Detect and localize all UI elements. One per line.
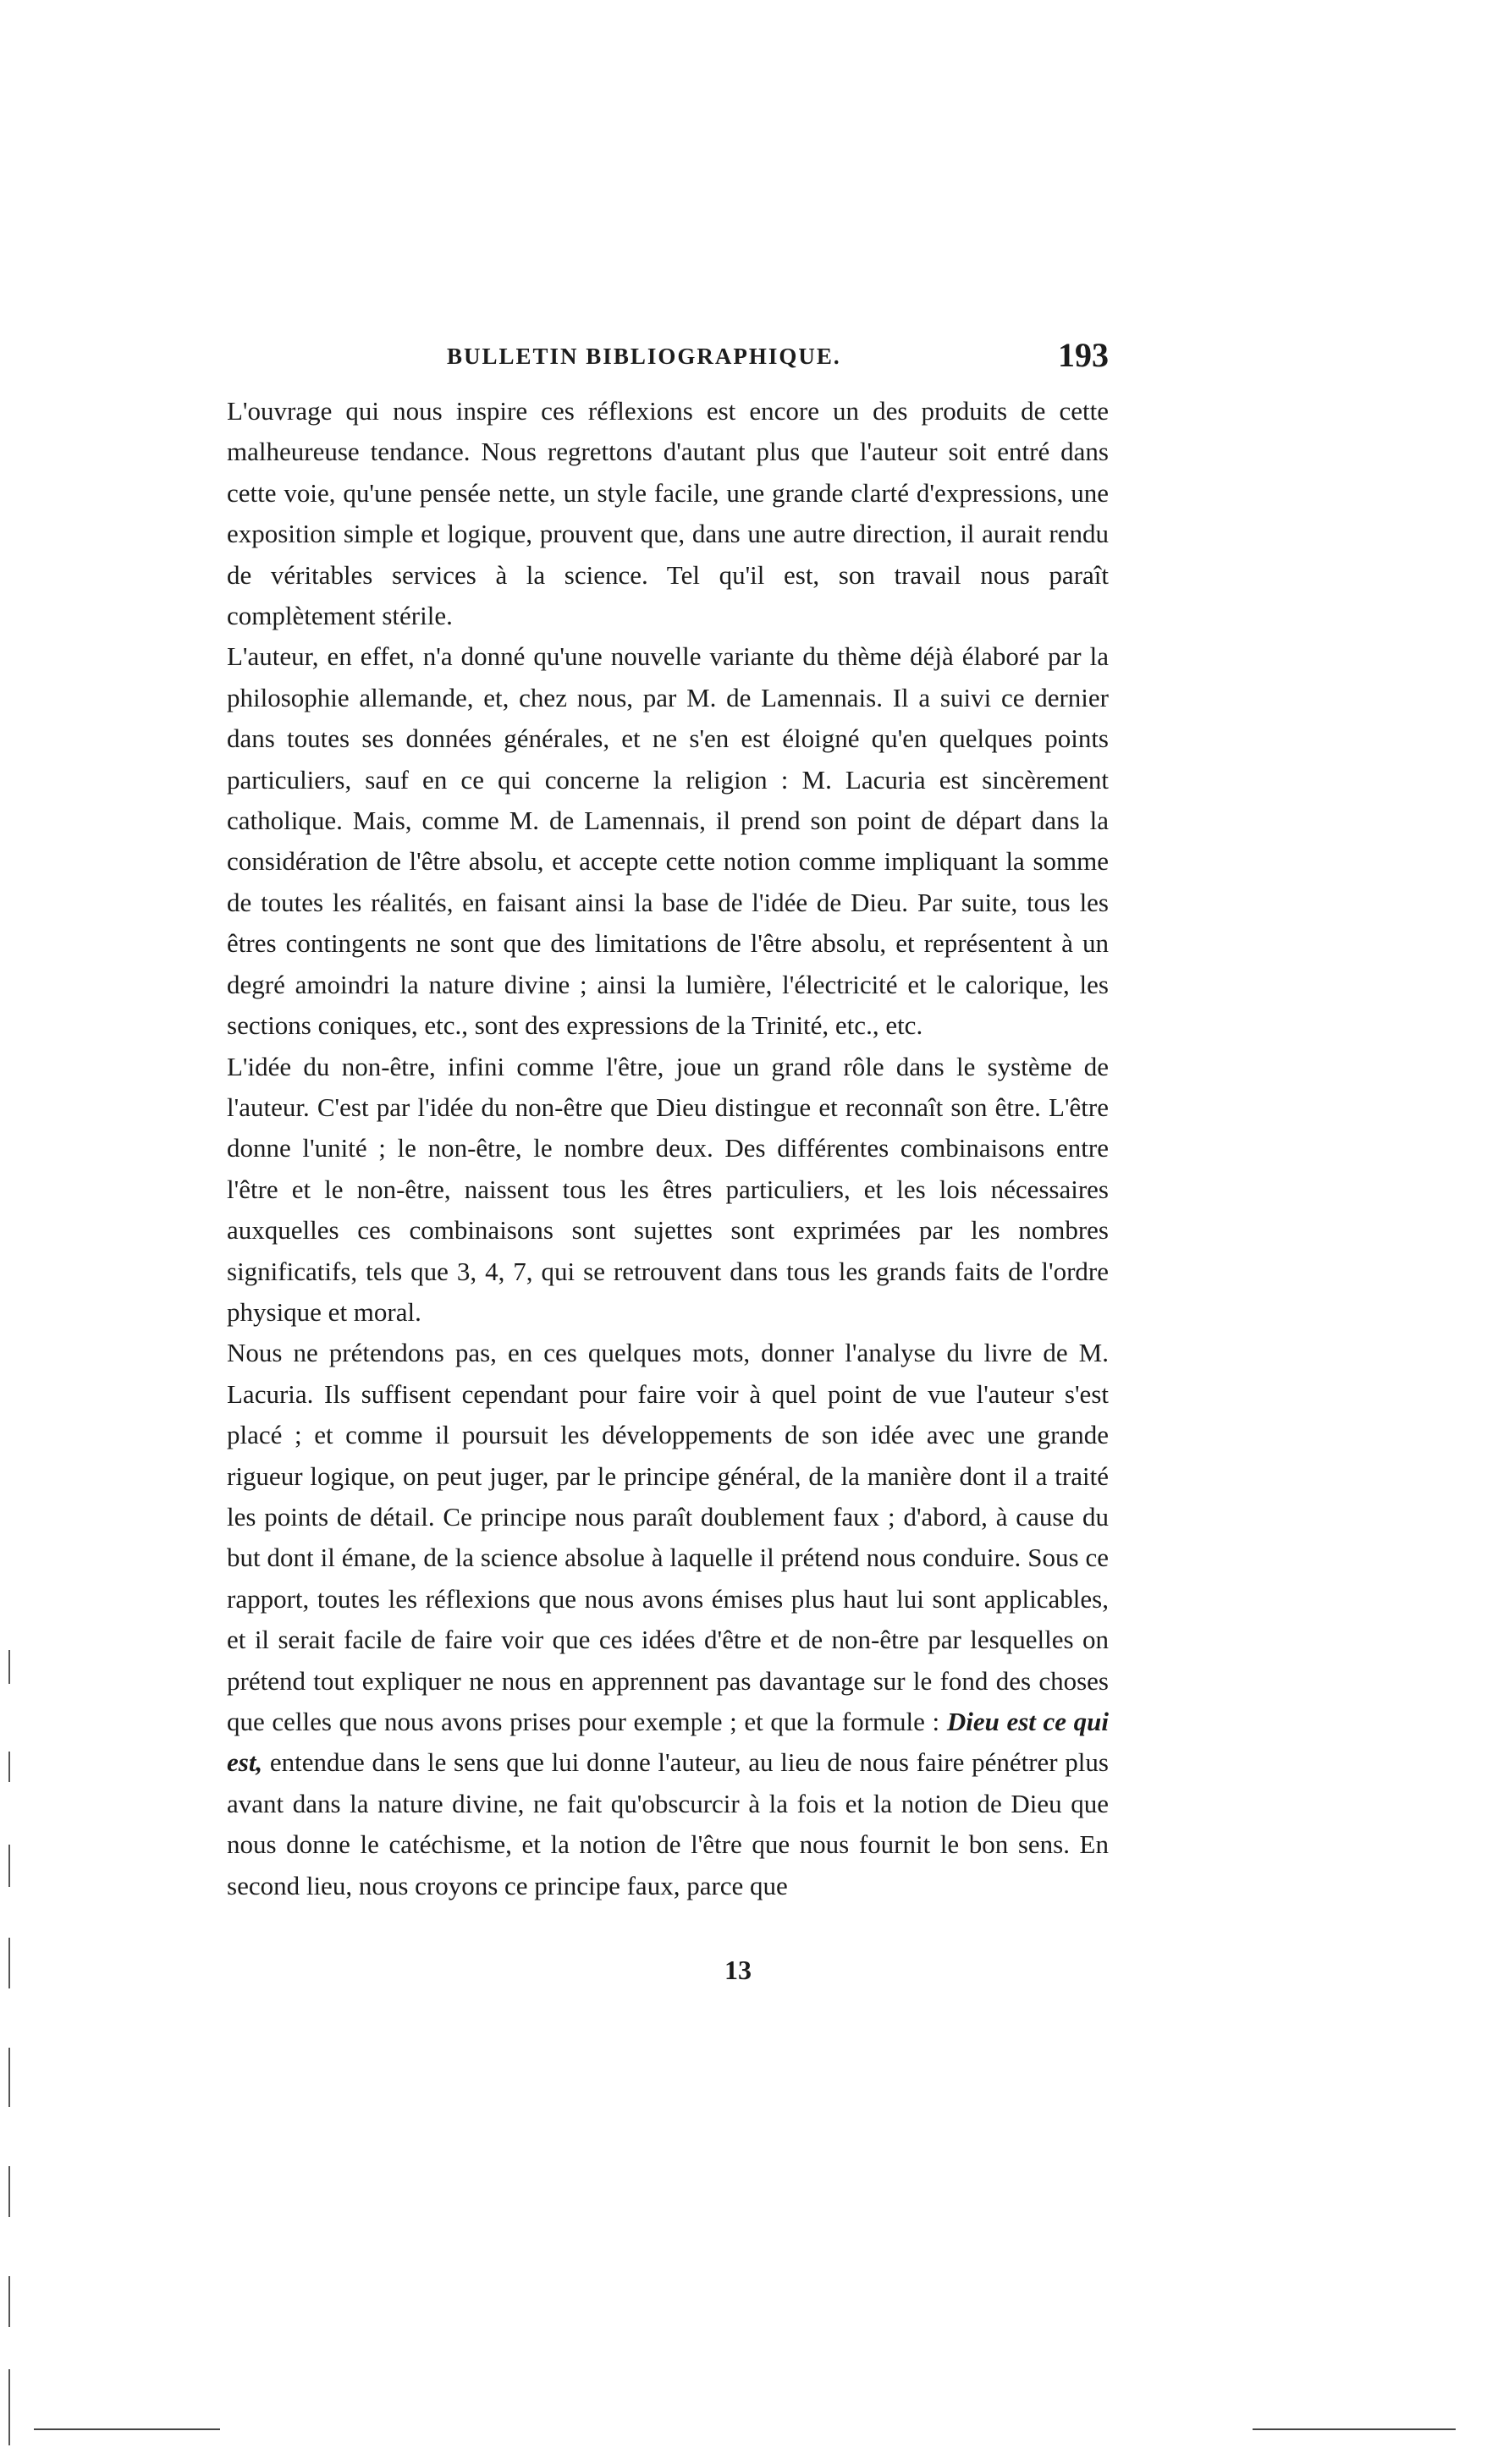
paragraph-4 <box>227 1333 1109 1906</box>
paragraph-4-before: Nous ne prétendons pas, en ces quelques mots, donner l'analyse du livre de M. Lacuria. Ils suffisent cependant pour faire voir à quel point de vue l'auteur s'est placé ; et comme il poursuit les développements de son idée avec une grande rigueur logique, on peut juger, par le principe général, de la manière dont il a traité les points de détail. Ce principe nous paraît doublement faux ; d'abord, à cause du but dont il émane, de la science absolue à laquelle il prétend nous conduire. Sous ce rapport, toutes les réflexions que nous avons émises plus haut lui sont applicables, et il serait facile de faire voir que ces idées d'être et de non-être par lesquelles on prétend tout expliquer ne nous en apprennent pas davantage sur le fond des choses que celles que nous avons prises pour exemple ; et que la formule : <box>227 1338 1109 1736</box>
page-header <box>227 335 1109 386</box>
scan-margin-line <box>8 2048 10 2107</box>
paragraph-3: L'idée du non-être, infini comme l'être, joue un grand rôle dans le système de l'auteur. C'est par l'idée du non-être que Dieu distingue et reconnaît son être. L'être donne l'unité ; le non-être, le nombre deux. Des différentes combinaisons entre l'être et le non-être, naissent tous les êtres particuliers, et les lois nécessaires auxquelles ces combinaisons sont sujettes sont exprimées par les nombres significatifs, tels que 3, 4, 7, qui se retrouvent dans tous les grands faits de l'ordre physique et moral. <box>227 1051 1109 1327</box>
paragraph-2: L'auteur, en effet, n'a donné qu'une nouvelle variante du thème déjà élaboré par la philosophie allemande, et, chez nous, par M. de Lamennais. Il a suivi ce dernier dans toutes ses données générales, et ne s'en est éloigné qu'en quelques points particuliers, sauf en ce qui concerne la religion : M. Lacuria est sincèrement catholique. Mais, comme M. de Lamennais, il prend son point de départ dans la considération de l'être absolu, et accepte cette notion comme impliquant la somme de toutes les réalités, en faisant ainsi la base de l'idée de Dieu. Par suite, tous les êtres contingents ne sont que des limitations de l'être absolu, et représentent à un degré amoindri la nature divine ; ainsi la lumière, l'électricité et le calorique, les sections coniques, etc., sont des expressions de la Trinité, etc., etc. <box>227 641 1109 1041</box>
paragraph-1: L'ouvrage qui nous inspire ces réflexions est encore un des produits de cette malheureuse tendance. Nous regrettons d'autant plus que l'auteur soit entré dans cette voie, qu'une pensée nette, un style facile, une grande clarté d'expressions, une exposition simple et logique, prouvent que, dans une autre direction, il aurait rendu de véritables services à la science. Tel qu'il est, son travail nous paraît complètement stérile. <box>227 396 1109 631</box>
paragraph-4-after: entendue dans le sens que lui donne l'auteur, au lieu de nous faire pénétrer plus avant dans la nature divine, ne fait qu'obscurcir à la fois et la notion de Dieu que nous donne le catéchisme, et la notion de l'être que nous fournit le bon sens. En second lieu, nous croyons ce principe faux, parce que <box>227 1747 1109 1900</box>
document-page <box>227 335 1109 1906</box>
scan-margin-line <box>8 1938 10 1988</box>
paragraph-4-italic: Dieu est ce qui est, <box>227 1707 1110 1778</box>
body-text <box>227 391 1109 1906</box>
scan-margin-line <box>8 1845 10 1887</box>
scan-margin-line <box>8 2276 10 2327</box>
scan-margin-line <box>8 1650 10 1684</box>
signature-mark: 13 <box>724 1955 752 1985</box>
scan-margin-line <box>8 1752 10 1782</box>
page-number: 193 <box>1058 336 1109 374</box>
scan-margin-line <box>8 2369 10 2445</box>
running-head: BULLETIN BIBLIOGRAPHIQUE. <box>447 344 841 369</box>
scan-bottom-line <box>34 2428 220 2430</box>
scan-margin-line <box>8 2166 10 2217</box>
scan-bottom-line <box>1253 2428 1456 2430</box>
